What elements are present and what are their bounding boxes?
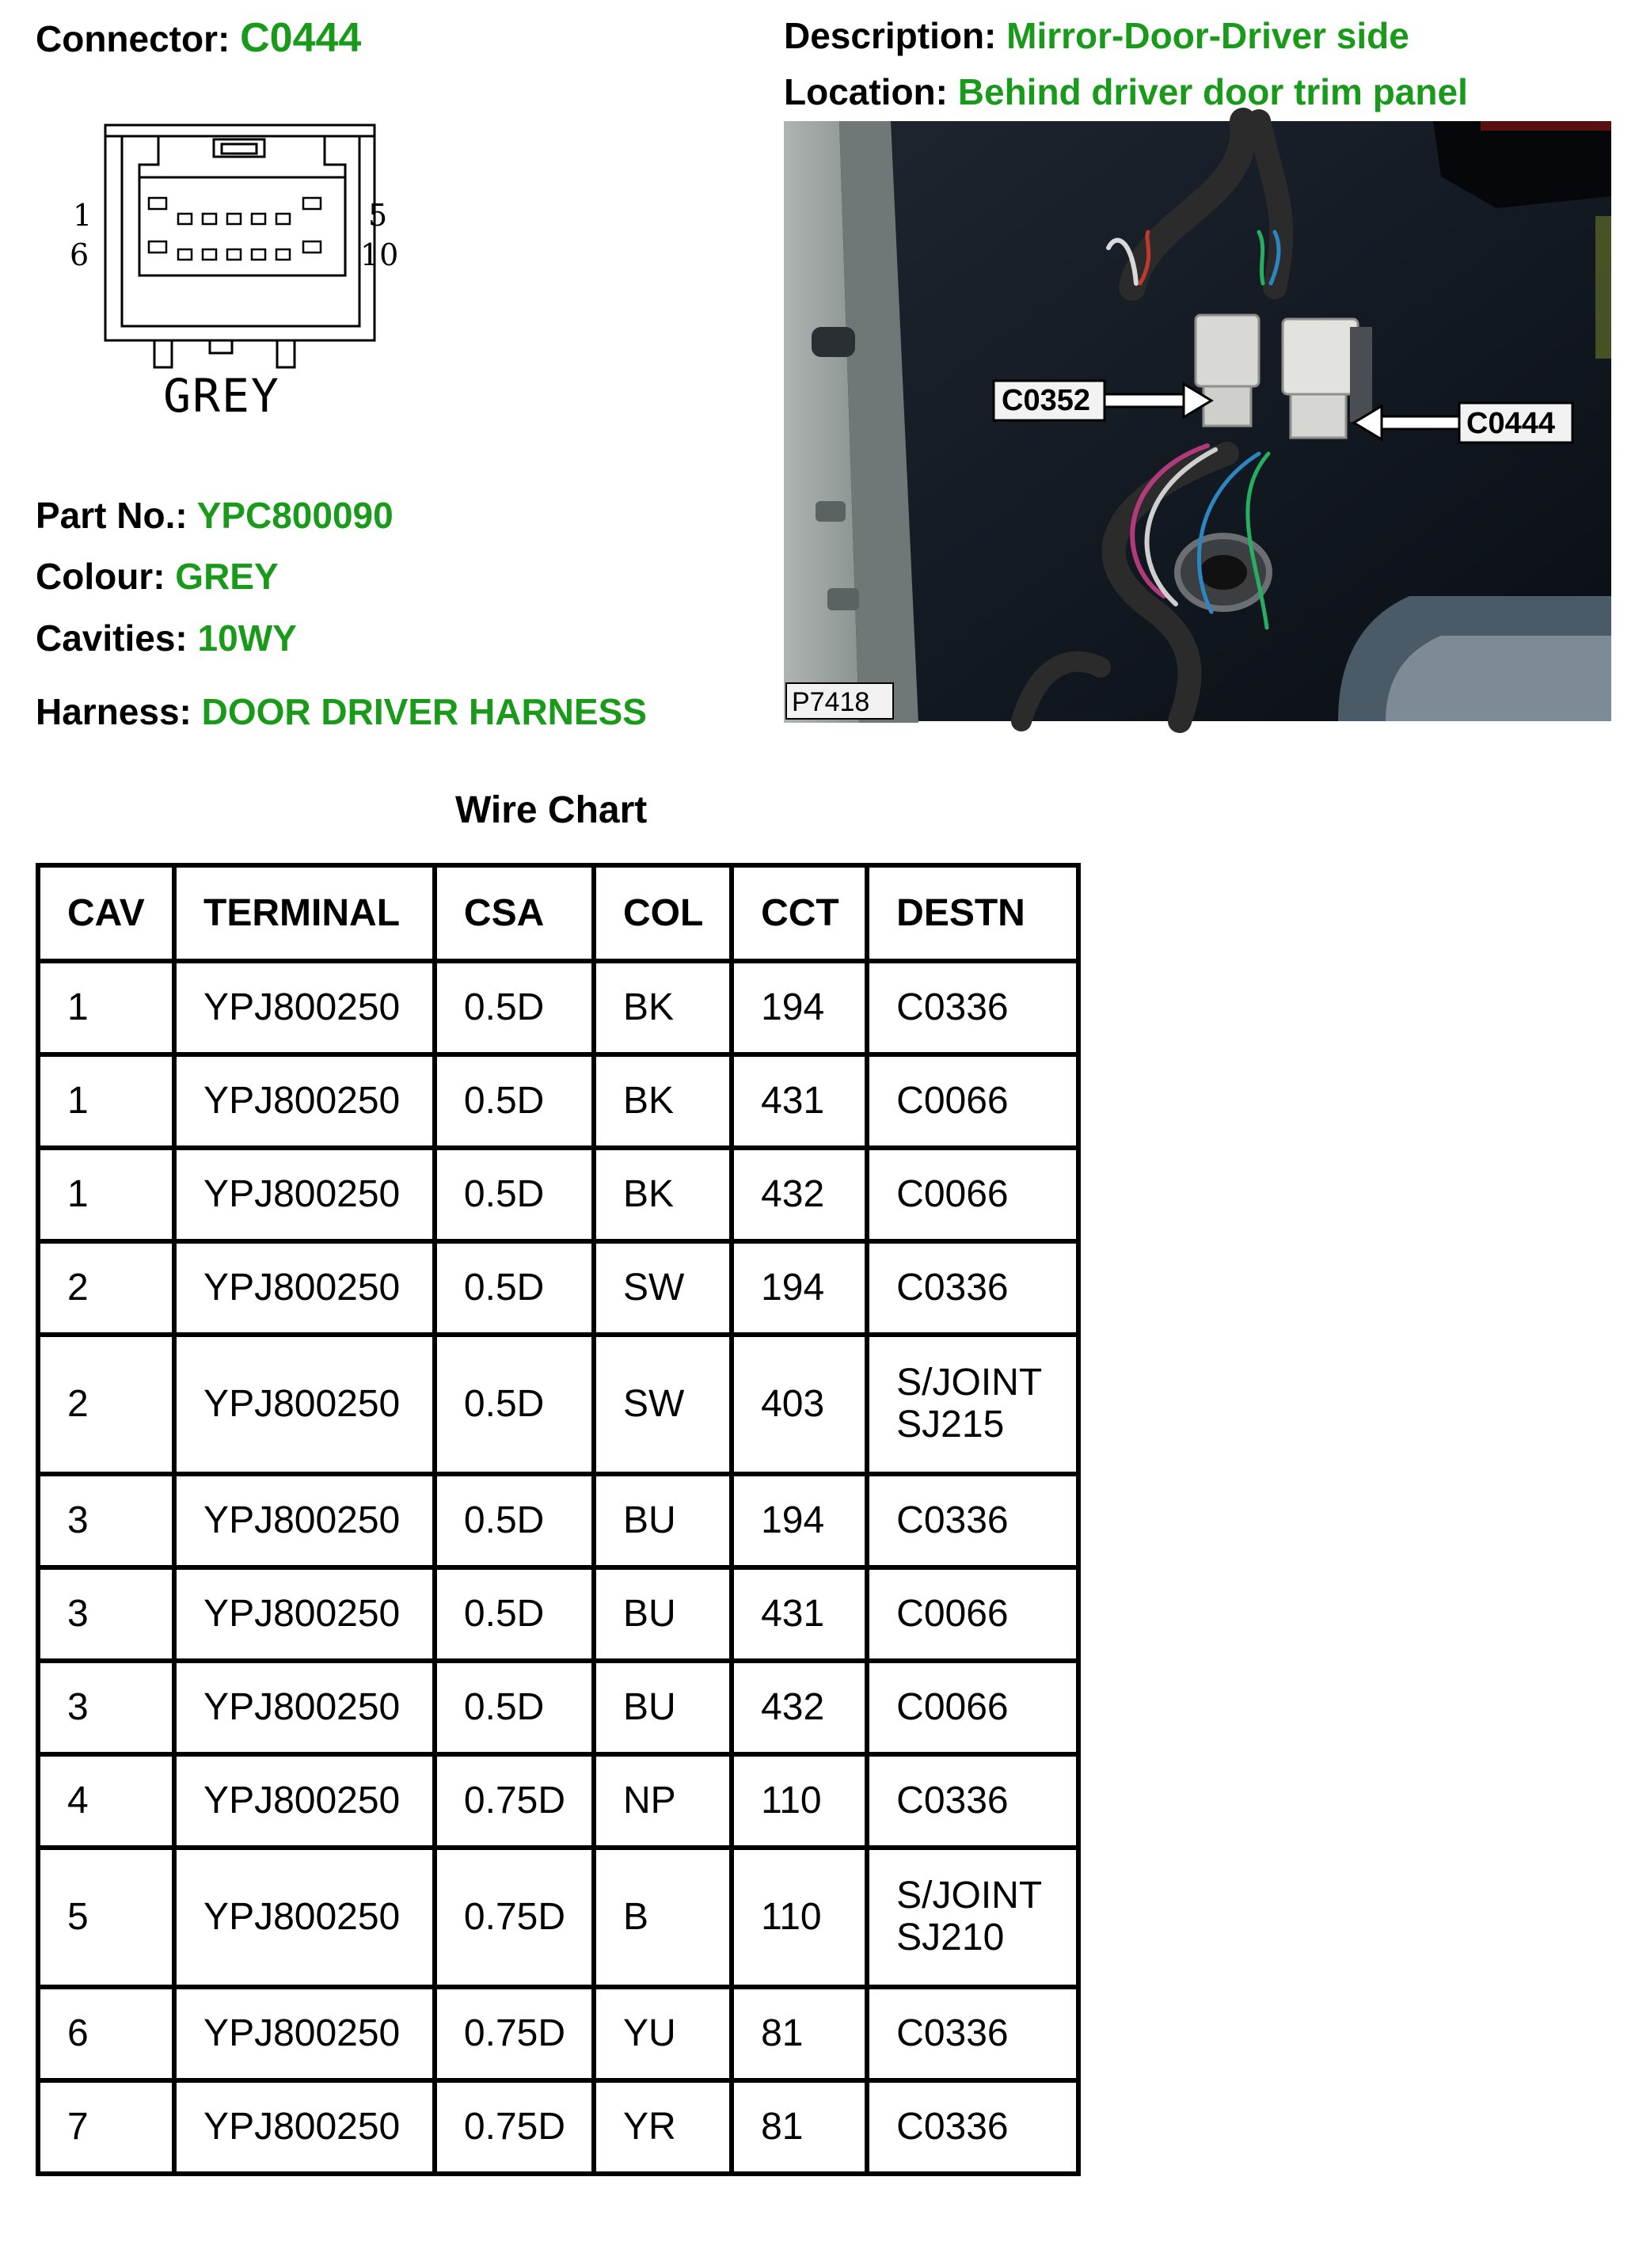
cell-csa: 0.5D bbox=[435, 1335, 594, 1474]
cell-cav: 2 bbox=[38, 1241, 174, 1335]
part-number-value: YPC800090 bbox=[196, 495, 394, 536]
cell-col: BK bbox=[594, 961, 732, 1054]
colour-line bbox=[36, 558, 279, 595]
cell-destn bbox=[867, 1848, 1078, 1987]
wire-chart-body bbox=[38, 961, 1078, 2174]
cell-col: BU bbox=[594, 1474, 732, 1567]
description-label: Description: bbox=[784, 15, 997, 56]
cell-col: SW bbox=[594, 1335, 732, 1474]
cell-cav: 2 bbox=[38, 1335, 174, 1474]
header-destn: DESTN bbox=[867, 865, 1078, 961]
callout-label-c0444: C0444 bbox=[1466, 407, 1555, 440]
header-cct: CCT bbox=[732, 865, 867, 961]
cell-destn: C0066 bbox=[867, 1054, 1078, 1148]
table-row bbox=[38, 1567, 1078, 1661]
cell-terminal: YPJ800250 bbox=[174, 1335, 435, 1474]
cell-csa: 0.5D bbox=[435, 1148, 594, 1241]
cavities-line bbox=[36, 617, 297, 659]
cell-csa: 0.75D bbox=[435, 1754, 594, 1848]
cell-cav: 1 bbox=[38, 1148, 174, 1241]
cell-terminal: YPJ800250 bbox=[174, 1661, 435, 1754]
connector-label: Connector: bbox=[36, 18, 230, 59]
cell-csa: 0.5D bbox=[435, 1241, 594, 1335]
cell-destn-line2: SJ215 bbox=[896, 1404, 1005, 1446]
cell-cct: 432 bbox=[732, 1661, 867, 1754]
wire-chart-table bbox=[36, 863, 1081, 2176]
connector-value: C0444 bbox=[240, 15, 362, 61]
cell-destn: C0336 bbox=[867, 961, 1078, 1054]
cell-cct: 403 bbox=[732, 1335, 867, 1474]
header-cav: CAV bbox=[38, 865, 174, 961]
cell-cct: 110 bbox=[732, 1848, 867, 1987]
cell-destn-line1: S/JOINT bbox=[896, 1362, 1043, 1404]
description-line bbox=[784, 17, 1409, 54]
cell-cav: 3 bbox=[38, 1661, 174, 1754]
table-row bbox=[38, 1054, 1078, 1148]
harness-label: Harness: bbox=[36, 691, 192, 732]
cell-terminal: YPJ800250 bbox=[174, 1848, 435, 1987]
location-photo bbox=[784, 121, 1611, 721]
table-row bbox=[38, 1241, 1078, 1335]
cell-csa: 0.5D bbox=[435, 1661, 594, 1754]
part-number-line bbox=[36, 497, 394, 534]
cell-col: NP bbox=[594, 1754, 732, 1848]
cell-cav: 1 bbox=[38, 1054, 174, 1148]
connector-foot-left bbox=[154, 340, 172, 367]
location-line bbox=[784, 71, 1468, 112]
cell-cct: 110 bbox=[732, 1754, 867, 1848]
cell-destn: C0336 bbox=[867, 1754, 1078, 1848]
table-row bbox=[38, 1754, 1078, 1848]
cell-terminal: YPJ800250 bbox=[174, 1054, 435, 1148]
pin-number-5: 5 bbox=[368, 198, 388, 233]
photo-id-text: P7418 bbox=[792, 687, 870, 717]
header-csa: CSA bbox=[435, 865, 594, 961]
cell-col: BK bbox=[594, 1148, 732, 1241]
cell-cct: 431 bbox=[732, 1054, 867, 1148]
cell-terminal: YPJ800250 bbox=[174, 1241, 435, 1335]
colour-label: Colour: bbox=[36, 556, 165, 597]
cell-cct: 194 bbox=[732, 1241, 867, 1335]
location-value: Behind driver door trim panel bbox=[957, 71, 1468, 112]
cell-cav: 4 bbox=[38, 1754, 174, 1848]
cell-col: BK bbox=[594, 1054, 732, 1148]
photo-connector-c0352 bbox=[1196, 315, 1259, 386]
cell-terminal: YPJ800250 bbox=[174, 1567, 435, 1661]
table-row bbox=[38, 1148, 1078, 1241]
cell-cav: 1 bbox=[38, 961, 174, 1054]
cell-cav: 3 bbox=[38, 1474, 174, 1567]
cell-cct: 194 bbox=[732, 1474, 867, 1567]
pin-number-6: 6 bbox=[70, 237, 89, 272]
cell-destn: C0336 bbox=[867, 1987, 1078, 2080]
cell-col: B bbox=[594, 1848, 732, 1987]
table-row bbox=[38, 2080, 1078, 2174]
cell-csa: 0.5D bbox=[435, 1474, 594, 1567]
header-col: COL bbox=[594, 865, 732, 961]
cell-cct: 432 bbox=[732, 1148, 867, 1241]
cell-destn: C0066 bbox=[867, 1148, 1078, 1241]
connector-line bbox=[36, 17, 361, 59]
cell-cct: 81 bbox=[732, 2080, 867, 2174]
cavities-label: Cavities: bbox=[36, 617, 188, 659]
table-row bbox=[38, 1335, 1078, 1474]
cell-col: BU bbox=[594, 1567, 732, 1661]
table-row bbox=[38, 1474, 1078, 1567]
harness-value: DOOR DRIVER HARNESS bbox=[201, 691, 647, 732]
cell-terminal: YPJ800250 bbox=[174, 2080, 435, 2174]
cell-cav: 7 bbox=[38, 2080, 174, 2174]
cell-col: BU bbox=[594, 1661, 732, 1754]
location-label: Location: bbox=[784, 71, 948, 112]
wire-chart-title: Wire Chart bbox=[455, 789, 648, 831]
connector-face-diagram bbox=[63, 119, 399, 435]
cell-csa: 0.5D bbox=[435, 1054, 594, 1148]
cell-col: YR bbox=[594, 2080, 732, 2174]
cell-cav: 3 bbox=[38, 1567, 174, 1661]
table-row bbox=[38, 1661, 1078, 1754]
connector-colour-caption: GREY bbox=[163, 369, 280, 423]
cell-terminal: YPJ800250 bbox=[174, 1987, 435, 2080]
cell-csa: 0.75D bbox=[435, 1987, 594, 2080]
photo-connector-c0444 bbox=[1283, 319, 1358, 394]
cavities-value: 10WY bbox=[197, 617, 297, 659]
cell-terminal: YPJ800250 bbox=[174, 1474, 435, 1567]
pin-number-10: 10 bbox=[360, 237, 399, 272]
table-row bbox=[38, 1987, 1078, 2080]
cell-cav: 5 bbox=[38, 1848, 174, 1987]
cell-destn-line2: SJ210 bbox=[896, 1917, 1005, 1958]
description-value: Mirror-Door-Driver side bbox=[1006, 15, 1409, 56]
cell-col: SW bbox=[594, 1241, 732, 1335]
cell-cct: 431 bbox=[732, 1567, 867, 1661]
table-row bbox=[38, 1848, 1078, 1987]
cell-destn bbox=[867, 1335, 1078, 1474]
cell-csa: 0.5D bbox=[435, 1567, 594, 1661]
cell-terminal: YPJ800250 bbox=[174, 1754, 435, 1848]
cell-destn: C0336 bbox=[867, 2080, 1078, 2174]
cell-destn: C0336 bbox=[867, 1241, 1078, 1335]
cell-csa: 0.75D bbox=[435, 2080, 594, 2174]
part-number-label: Part No.: bbox=[36, 495, 188, 536]
cell-csa: 0.5D bbox=[435, 961, 594, 1054]
table-row bbox=[38, 961, 1078, 1054]
cell-terminal: YPJ800250 bbox=[174, 961, 435, 1054]
harness-line bbox=[36, 693, 647, 730]
cell-destn-line1: S/JOINT bbox=[896, 1875, 1043, 1917]
table-header-row bbox=[38, 865, 1078, 961]
cell-col: YU bbox=[594, 1987, 732, 2080]
cell-destn: C0066 bbox=[867, 1661, 1078, 1754]
colour-value: GREY bbox=[175, 556, 279, 597]
cell-destn: C0066 bbox=[867, 1567, 1078, 1661]
cell-cav: 6 bbox=[38, 1987, 174, 2080]
cell-cct: 194 bbox=[732, 961, 867, 1054]
connector-foot-right bbox=[277, 340, 295, 367]
header-terminal: TERMINAL bbox=[174, 865, 435, 961]
callout-label-c0352: C0352 bbox=[1002, 384, 1090, 417]
cell-terminal: YPJ800250 bbox=[174, 1148, 435, 1241]
cell-destn: C0336 bbox=[867, 1474, 1078, 1567]
connector-foot-center bbox=[210, 340, 232, 353]
cell-cct: 81 bbox=[732, 1987, 867, 2080]
pin-number-1: 1 bbox=[73, 198, 93, 233]
cell-csa: 0.75D bbox=[435, 1848, 594, 1987]
connector-cavity-block bbox=[139, 177, 345, 275]
